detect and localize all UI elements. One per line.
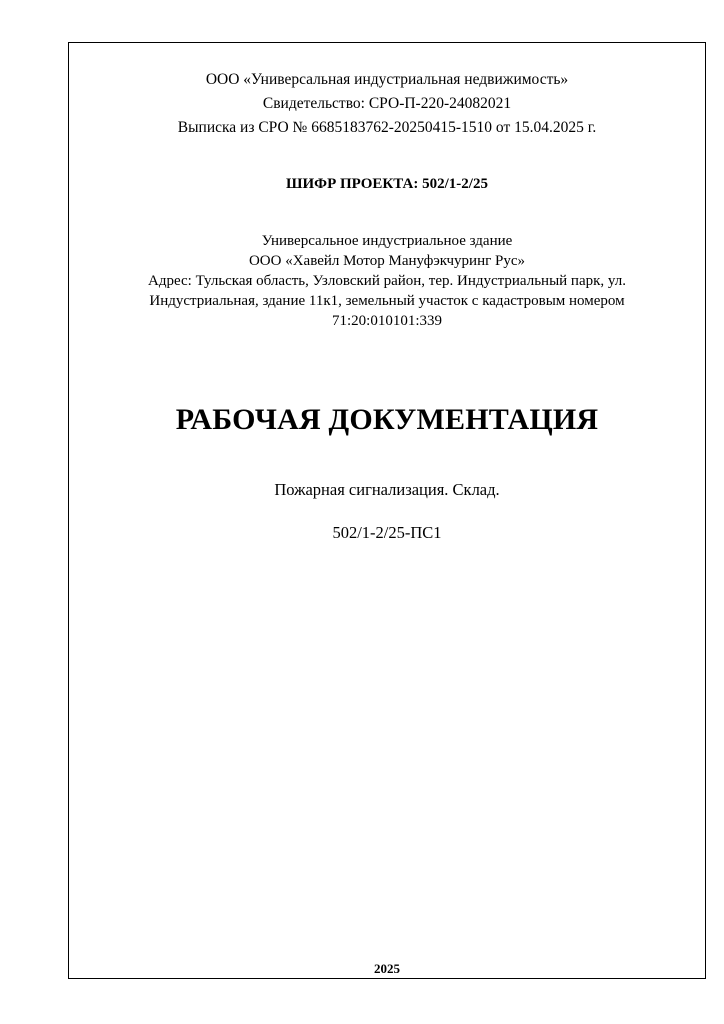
sro-extract: Выписка из СРО № 6685183762-20250415-1510 от 15.04.2025 г. (177, 119, 597, 136)
address-line-1: Адрес: Тульская область, Узловский район, тер. Индустриальный парк, ул. (148, 273, 626, 289)
project-cipher: ШИФР ПРОЕКТА: 502/1-2/25 (286, 176, 488, 192)
object-name: Универсальное индустриальное здание (261, 233, 513, 249)
document-title: РАБОЧАЯ ДОКУМЕНТАЦИЯ (175, 403, 599, 436)
document-section: Пожарная сигнализация. Склад. (274, 480, 500, 499)
organization-name: ООО «Универсальная индустриальная недвижимость» (205, 71, 569, 88)
customer-name: ООО «Хавейл Мотор Мануфэкчуринг Рус» (248, 253, 526, 269)
address-line-3: 71:20:010101:339 (331, 313, 442, 329)
document-year: 2025 (374, 961, 400, 976)
page-frame (68, 42, 706, 979)
sro-certificate: Свидетельство: СРО-П-220-24082021 (262, 95, 512, 112)
address-line-2: Индустриальная, здание 11к1, земельный участок с кадастровым номером (149, 293, 625, 309)
document-code: 502/1-2/25-ПС1 (332, 523, 442, 542)
